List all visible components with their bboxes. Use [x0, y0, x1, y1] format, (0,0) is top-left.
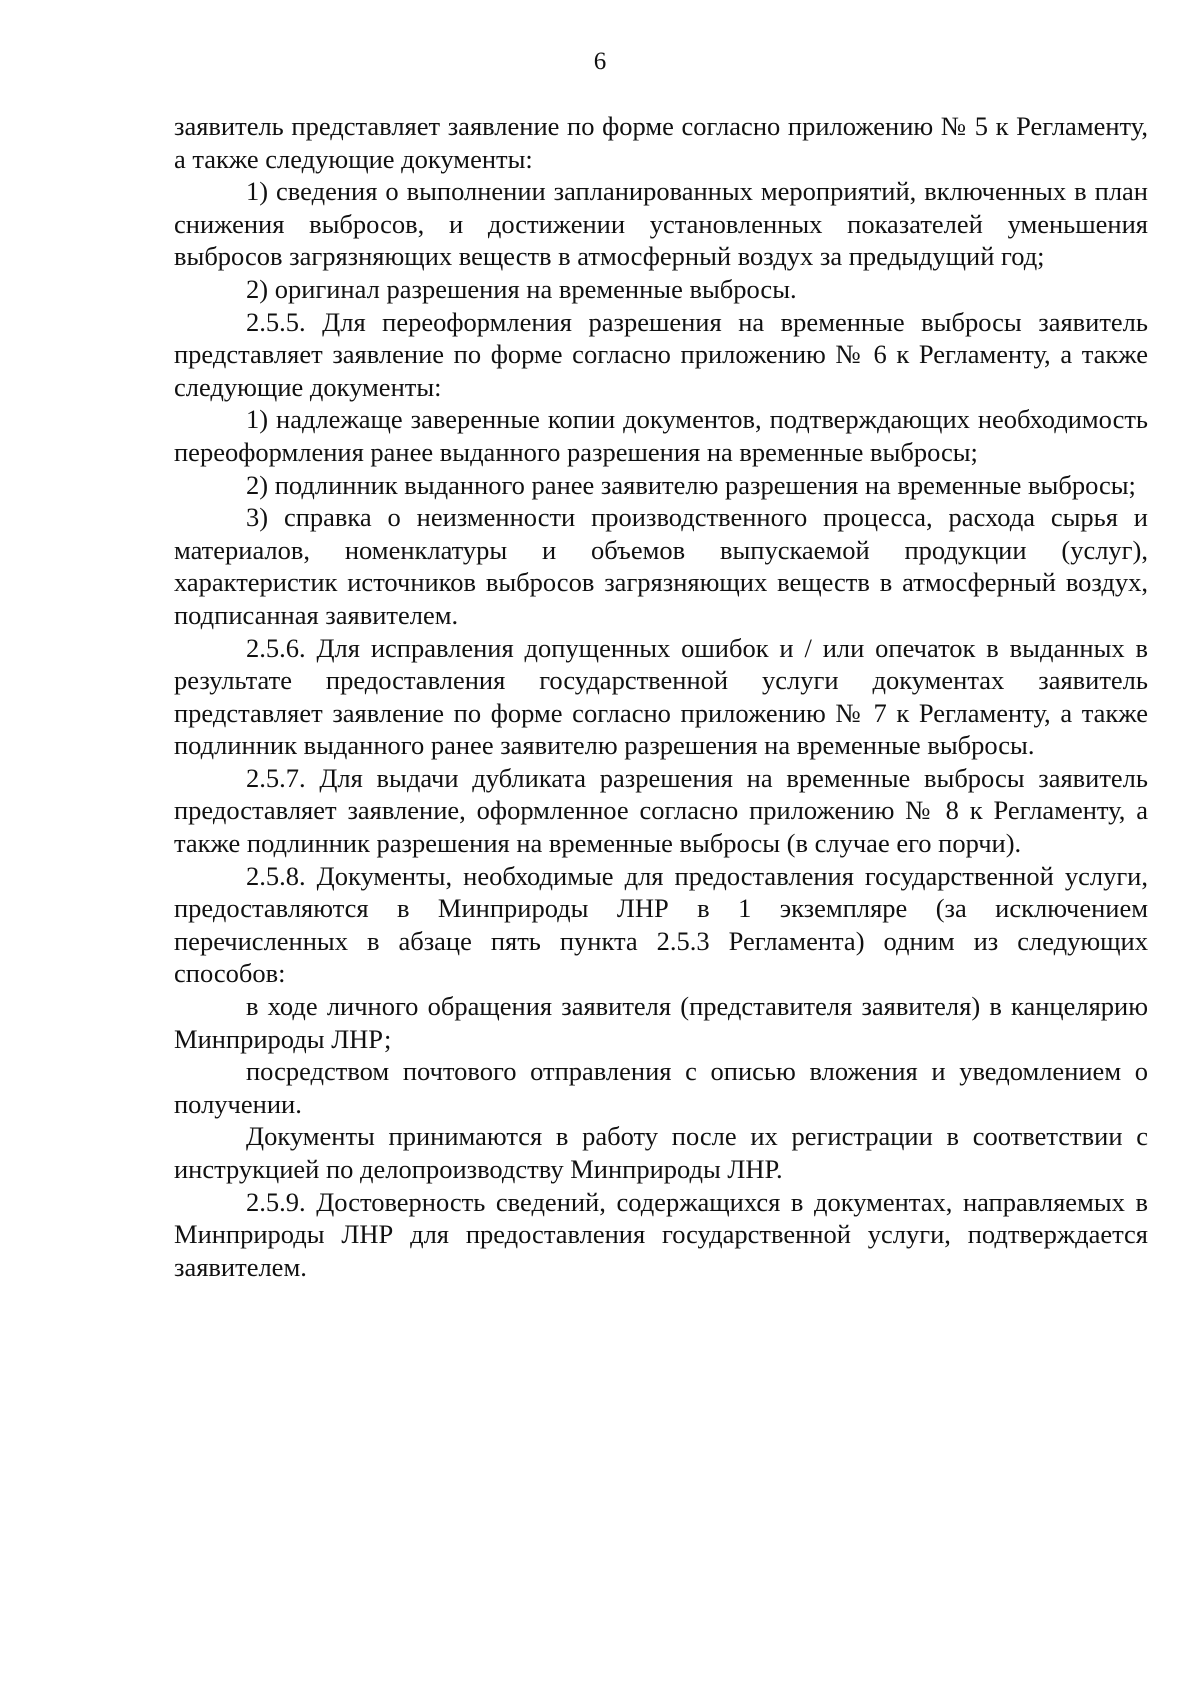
document-body: [174, 110, 1148, 1283]
page-number: 6: [593, 48, 607, 75]
paragraph: 2.5.8. Документы, необходимые для предоставления государственной услуги, предоставляются в Минприроды ЛНР в 1 экземпляре (за исключением перечисленных в абзаце пять пункта 2.5.3 Регламента) одним из следующих способов:: [174, 860, 1148, 989]
paragraph: 2.5.9. Достоверность сведений, содержащихся в документах, направляемых в Минприроды ЛНР для предоставления государственной услуги, подтверждается заявителем.: [174, 1186, 1148, 1282]
paragraph: 2.5.7. Для выдачи дубликата разрешения на временные выбросы заявитель предоставляет заявление, оформленное согласно приложению № 8 к Регламенту, а также подлинник разрешения на временные выбросы (в случае его порчи).: [174, 762, 1148, 859]
paragraph: Документы принимаются в работу после их регистрации в соответствии с инструкцией по делопроизводству Минприроды ЛНР.: [174, 1121, 1148, 1184]
paragraph: 3) справка о неизменности производственного процесса, расхода сырья и материалов, номенклатуры и объемов выпускаемой продукции (услуг), характеристик источников выбросов загрязняющих веществ в атмосферный воздух, подписанная заявителем.: [174, 502, 1148, 630]
paragraph: 2.5.6. Для исправления допущенных ошибок и / или опечаток в выданных в результате предоставления государственной услуги документах заявитель представляет заявление по форме согласно приложению № 7 к Регламенту, а также подлинник выданного ранее заявителю разрешения на временные выбросы.: [174, 632, 1148, 761]
paragraph: в ходе личного обращения заявителя (представителя заявителя) в канцелярию Минприроды ЛНР;: [174, 991, 1148, 1054]
paragraph: 2) подлинник выданного ранее заявителю разрешения на временные выбросы;: [246, 469, 1136, 500]
paragraph: посредством почтового отправления с описью вложения и уведомлением о получении.: [174, 1056, 1148, 1119]
paragraph: 1) сведения о выполнении запланированных мероприятий, включенных в план снижения выбросов, и достижении установленных показателей уменьшения выбросов загрязняющих веществ в атмосферный воздух за предыдущий год;: [174, 176, 1148, 272]
paragraph: 2.5.5. Для переоформления разрешения на временные выбросы заявитель представляет заявление по форме согласно приложению № 6 к Регламенту, а также следующие документы:: [174, 306, 1148, 402]
paragraph: 1) надлежаще заверенные копии документов, подтверждающих необходимость переоформления ранее выданного разрешения на временные выбросы;: [174, 404, 1148, 467]
paragraph: 2) оригинал разрешения на временные выбросы.: [246, 273, 797, 304]
paragraph: заявитель представляет заявление по форме согласно приложению № 5 к Регламенту, а также следующие документы:: [174, 111, 1148, 174]
